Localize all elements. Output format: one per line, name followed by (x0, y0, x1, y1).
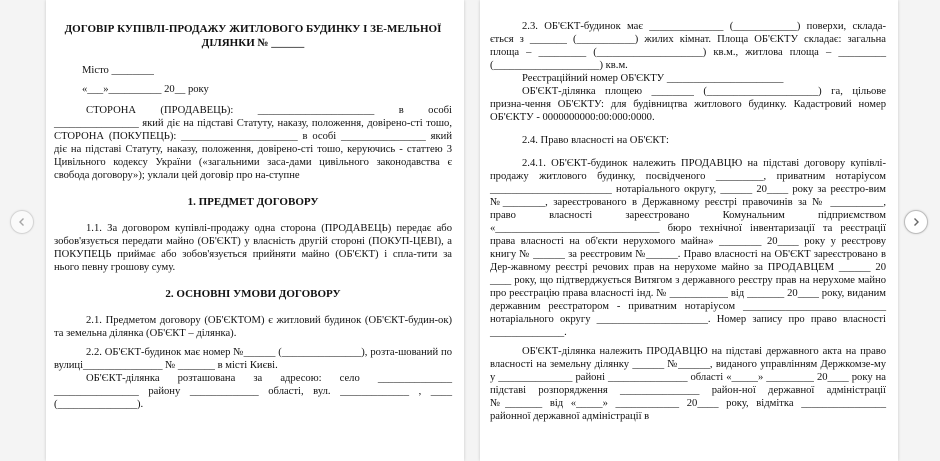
clause-2-2: 2.2. ОБ'ЄКТ-будинок має номер №______ (_______________), розта-шований по вулиці_______________ № _______ в місті Києві. (54, 347, 452, 371)
next-page-button[interactable] (904, 210, 928, 234)
chevron-right-icon (911, 217, 921, 227)
section-1-title: 1. ПРЕДМЕТ ДОГОВОРУ (187, 196, 319, 208)
clause-2-2-land-address: ОБ'ЄКТ-ділянка розташована за адресою: село ______________ ________________ району _____________ області, вул. _____________ , ____ (_______________). (54, 373, 452, 410)
contract-title: ДОГОВІР КУПІВЛІ-ПРОДАЖУ ЖИТЛОВОГО БУДИНКУ І ЗЕ-МЕЛЬНОЇ ДІЛЯНКИ № ______ (64, 23, 442, 49)
clause-2-4: 2.4. Право власності на ОБ'ЄКТ: (522, 135, 669, 146)
clause-2-1: 2.1. Предметом договору (ОБ'ЄКТОМ) є житловий будинок (ОБ'ЄКТ-будин-ок) та земельна ділянка (ОБ'ЄКТ – ділянка). (54, 315, 452, 339)
parties-paragraph: СТОРОНА (ПРОДАВЕЦЬ): ______________________ в особі ________________ який діє на підставі Статуту, наказу, положення, довірено-сті тошо, СТОРОНА (ПОКУПЕЦЬ): ______________________ в особі ________________ який діє на підставі Статуту, наказу, положення, довірено-сті тошо, керуючись - статтею 3 Цивільного кодексу України («загальними заса-дами цивільного законодавства є свобода договору»); уклали цей договір про на-ступне (54, 105, 452, 181)
city-line: Місто ________ (82, 65, 154, 76)
document-page-right (480, 0, 898, 461)
clause-1-1: 1.1. За договором купівлі-продажу одна сторона (ПРОДАВЕЦЬ) передає або зобов'язується передати майно (ОБ'ЄКТ) у власність другій стороні (ПОКУП-ЦЕВІ), а ПОКУПЕЦЬ приймає або зобов'язується прийняти майно (ОБ'ЄКТ) і спла-тити за нього певну грошову суму. (54, 223, 452, 273)
clause-2-4-1: 2.4.1. ОБ'ЄКТ-будинок належить ПРОДАВЦЮ на підставі договору купівлі-продажу житлового будинку, посвідченого _________, приватним нотаріусом _______________________ нотаріального округу, ______ 20____ року за реєстро-вим №________, зареєстрованого в Державному реєстрі правочинів за № __________, право власності зареєстровано Комунальним підприємством «_______________________________ бюро технічної інвентаризації та реєстрації права власності на об'єкти нерухомого майна» ________ 20____ року у реєстрову книгу № ______ за реєстровим №______. Право власності на ОБ'ЄКТ зареєстровано в Дер-жавному реєстрі речових прав на нерухоме майно за ПРОДАВЦЕМ ______ 20 ____ року, що підтверджується Витягом з державного реєстру прав на нерухоме майно про реєстрацію права власності інд. № ___________ від _______ 20____ року, виданим державним реєстратором - приватним нотаріусом ___________________________ нотаріального округу _____________________. Номер запису про право власності ______________. (490, 158, 886, 338)
clause-2-3: 2.3. ОБ'ЄКТ-будинок має ______________ (____________) поверхи, склада-ється з _______ (___________) жилих кімнат. Площа ОБ'ЄКТУ складає: загальна площа – _________ (____________________) кв.м., житлова площа – _________ (____________________) кв.м. (490, 21, 886, 71)
registration-number: Реєстраційний номер ОБ'ЄКТУ ______________________ (522, 73, 784, 84)
date-line: «___»__________ 20__ року (82, 84, 209, 95)
previous-page-button[interactable] (10, 210, 34, 234)
land-plot-paragraph: ОБ'ЄКТ-ділянка площею ________ (_____________________) га, цільове призна-чення ОБ'ЄКТУ: для будівництва житлового будинку. Кадастровий номер ОБ'ЄКТУ - 0000000000:00:000:0000. (490, 86, 886, 123)
section-2-title: 2. ОСНОВНІ УМОВИ ДОГОВОРУ (165, 288, 341, 300)
document-page-left (46, 0, 464, 461)
land-ownership-paragraph: ОБ'ЄКТ-ділянка належить ПРОДАВЦЮ на підставі державного акта на право власності на земельну ділянку ______ №______, виданого управлінням Держкомзе-му у ______________ районі _______________ області «_____» _________ 20____ року на підставі розпорядження _______________ район-ної державної адміністрації №_______ від «_____» ____________ 20____ року, відмітка ________________ районної державної адміністрації в (490, 346, 886, 422)
chevron-left-icon (17, 217, 27, 227)
